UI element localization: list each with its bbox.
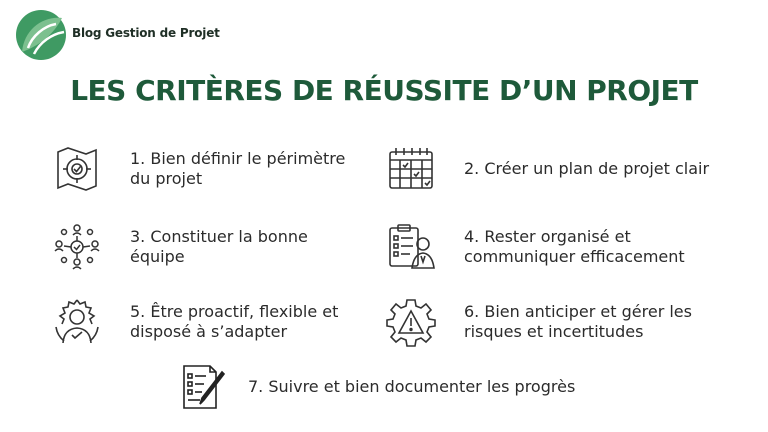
calendar-plan-icon [386,144,436,194]
document-pen-icon [178,362,228,412]
criterion-item-4 [386,222,714,272]
criterion-item-7 [178,362,608,412]
criterion-item-5 [52,297,350,347]
checklist-person-icon [386,222,436,272]
criterion-label: 7. Suivre et bien documenter les progrès [248,377,576,396]
criterion-item-3 [52,222,330,272]
criterion-label: 3. Constituer la bonne équipe [130,227,308,266]
criterion-item-1 [52,144,360,194]
criterion-item-2 [386,144,734,194]
gear-warning-icon [386,297,436,347]
criterion-label: 5. Être proactif, flexible et disposé à s’adapter [130,302,339,341]
brand-name: Blog Gestion de Projet [72,26,220,40]
criterion-label: 2. Créer un plan de projet clair [464,159,710,178]
page-title: LES CRITÈRES DE RÉUSSITE D’UN PROJET [70,74,698,107]
criterion-item-6 [386,297,704,347]
team-network-icon [52,222,102,272]
criterion-label: 4. Rester organisé et communiquer efficacement [464,227,685,266]
logo [14,8,68,62]
person-gear-icon [52,297,102,347]
criterion-label: 6. Bien anticiper et gérer les risques et incertitudes [464,302,692,341]
target-map-icon [52,144,102,194]
leaf-logo-icon [14,8,68,62]
criterion-label: 1. Bien définir le périmètre du projet [130,149,346,188]
